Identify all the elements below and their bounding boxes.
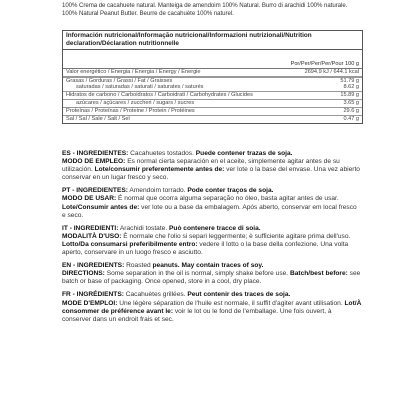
nutrition-header: Información nutricional/Informação nutricional/Informazioni nutrizionali/Nutrition declaration/Déclaration nutritionnelle (63, 31, 362, 50)
nutrition-label: Valor energético / Energia / Energia / Energy / Énergie (66, 68, 201, 75)
usage-text: È normale che l'olio si separi leggermente; è sufficiente agitare prima dell'uso. (121, 232, 351, 240)
allergen-warning: . May contain traces of soy. (177, 262, 264, 270)
ingredients-label: ES - INGREDIENTES: (62, 150, 129, 157)
batch-label: Lote/consumir preferentemente antes de: (94, 166, 225, 174)
section-fr (62, 291, 362, 323)
nutrition-label: Grasas / Gorduras / Grassi / Fat / Graisses (66, 77, 173, 84)
allergen-warning: Puede contener trazas de soja. (195, 150, 293, 157)
usage-label: MODO DE USAR: (62, 195, 117, 203)
ingredients-label: EN - INGREDIENTS: (62, 262, 125, 270)
nutrition-value: 0.47 g (343, 116, 359, 123)
nutrition-row-sugars (63, 100, 362, 108)
nutrition-label: saturadas / saturadas / saturati / saturates / saturés (76, 84, 204, 91)
nutrition-value: 8.62 g (343, 84, 359, 91)
batch-text: ver lote ou a base da embalagem. Após aberto, conservar em local fresco e seco. (62, 203, 357, 219)
allergen-ingredient: peanuts (152, 262, 178, 270)
allergen-warning: Pode conter traços de soja. (187, 187, 274, 195)
nutrition-label: Sal / Sal / Sale / Salt / Sel (66, 116, 130, 123)
section-pt (62, 187, 362, 219)
section-es (62, 150, 362, 182)
nutrition-value: 15.89 g (340, 92, 359, 99)
usage-text: É normal que ocorra alguma separação no óleo, basta agitar antes de usar. (116, 195, 339, 203)
nutrition-value: 29.6 g (343, 108, 359, 115)
nutrition-value: 2694.9 kJ / 644.1 kcal (304, 68, 359, 75)
ingredients-label: PT - INGREDIENTES: (62, 187, 128, 195)
nutrition-value: 51.79 g (340, 77, 359, 84)
batch-text: see batch or base of packaging. Once opened, store in a cool, dry place. (62, 270, 361, 286)
nutrition-label: Hidratos de carbono / Carboidratos / Carboidrati / Carbohydrates / Glucides (66, 92, 253, 99)
ingredients-label: FR - INGRÉDIENTS: (62, 291, 124, 299)
batch-label: Lot/À consommer de préférence avant le: (62, 299, 362, 315)
nutrition-value: 3.65 g (343, 100, 359, 107)
ingredients-text: Arachidi tostate. (118, 224, 170, 232)
usage-text: Es normal cierta separación en el aceite, simplemente agitar antes de su utilización. (62, 158, 340, 174)
section-it (62, 225, 362, 257)
nutrition-label: Proteínas / Proteínas / Proteine / Protein / Protéines (66, 108, 195, 115)
nutrition-column-header: Por/Per/Per/Per/Pour 100 g (290, 60, 359, 67)
nutrition-row-saturates (63, 84, 362, 92)
batch-label: Lote/Consumir antes de: (62, 203, 140, 211)
ingredients-label: IT - INGREDIENTI: (62, 224, 119, 232)
usage-text: Some separation in the oil is normal, simply shake before use. (104, 270, 290, 278)
batch-label: Batch/best before: (289, 270, 348, 278)
usage-label: DIRECTIONS: (62, 270, 105, 278)
usage-text: Une légère séparation de l'huile est normale, il suffit d'agiter avant utilisation. (117, 299, 345, 307)
batch-label: Lotto/Da consumarsi preferibilmente entro: (62, 240, 198, 248)
ingredients-text: Amendoim torrado. (127, 187, 188, 195)
usage-label: MODO DE EMPLEO: (62, 158, 126, 166)
ingredients-text: Cacahuetes tostados. (128, 150, 196, 157)
nutrition-row-salt (63, 116, 362, 123)
section-en (62, 262, 362, 286)
ingredients-text: Cacahuètes grillées. (123, 291, 188, 299)
nutrition-row-carbs (63, 92, 362, 100)
nutrition-row-protein (63, 108, 362, 116)
batch-text: voir le lot ou le fond de l'emballage. Une fois ouvert, à conserver dans un endroit frais et sec. (62, 307, 332, 323)
batch-text: ver lote o la base del envase. Una vez abierto conservar en un lugar fresco y seco. (62, 166, 360, 182)
usage-label: MODALITÀ D'USO: (62, 232, 122, 240)
nutrition-table (62, 30, 363, 124)
product-description: 100% Crema de cacahuete natural. Manteiga de amendoim 100% Natural. Burro di arachidi 100% naturale. 100% Natural Peanut Butter. Beurre de cacahuète 100% naturel. (62, 2, 348, 17)
allergen-warning: Peut contenir des traces de soja. (187, 291, 291, 299)
nutrition-label: azúcares / açúcares / zuccheri / sugars / sucres (76, 100, 195, 107)
allergen-warning: Può contenere tracce di soia. (169, 224, 261, 232)
ingredients-text: Roasted (124, 262, 153, 270)
nutrition-row-energy (63, 69, 362, 77)
usage-label: MODE D'EMPLOI: (62, 299, 118, 307)
nutrition-column-header-row (63, 50, 362, 69)
nutrition-row-fat (63, 77, 362, 85)
language-sections (62, 150, 362, 329)
batch-text: vedere il lotto o la base della confezione. Una volta aperto, conservare in un luogo fresco e asciutto. (62, 240, 349, 257)
